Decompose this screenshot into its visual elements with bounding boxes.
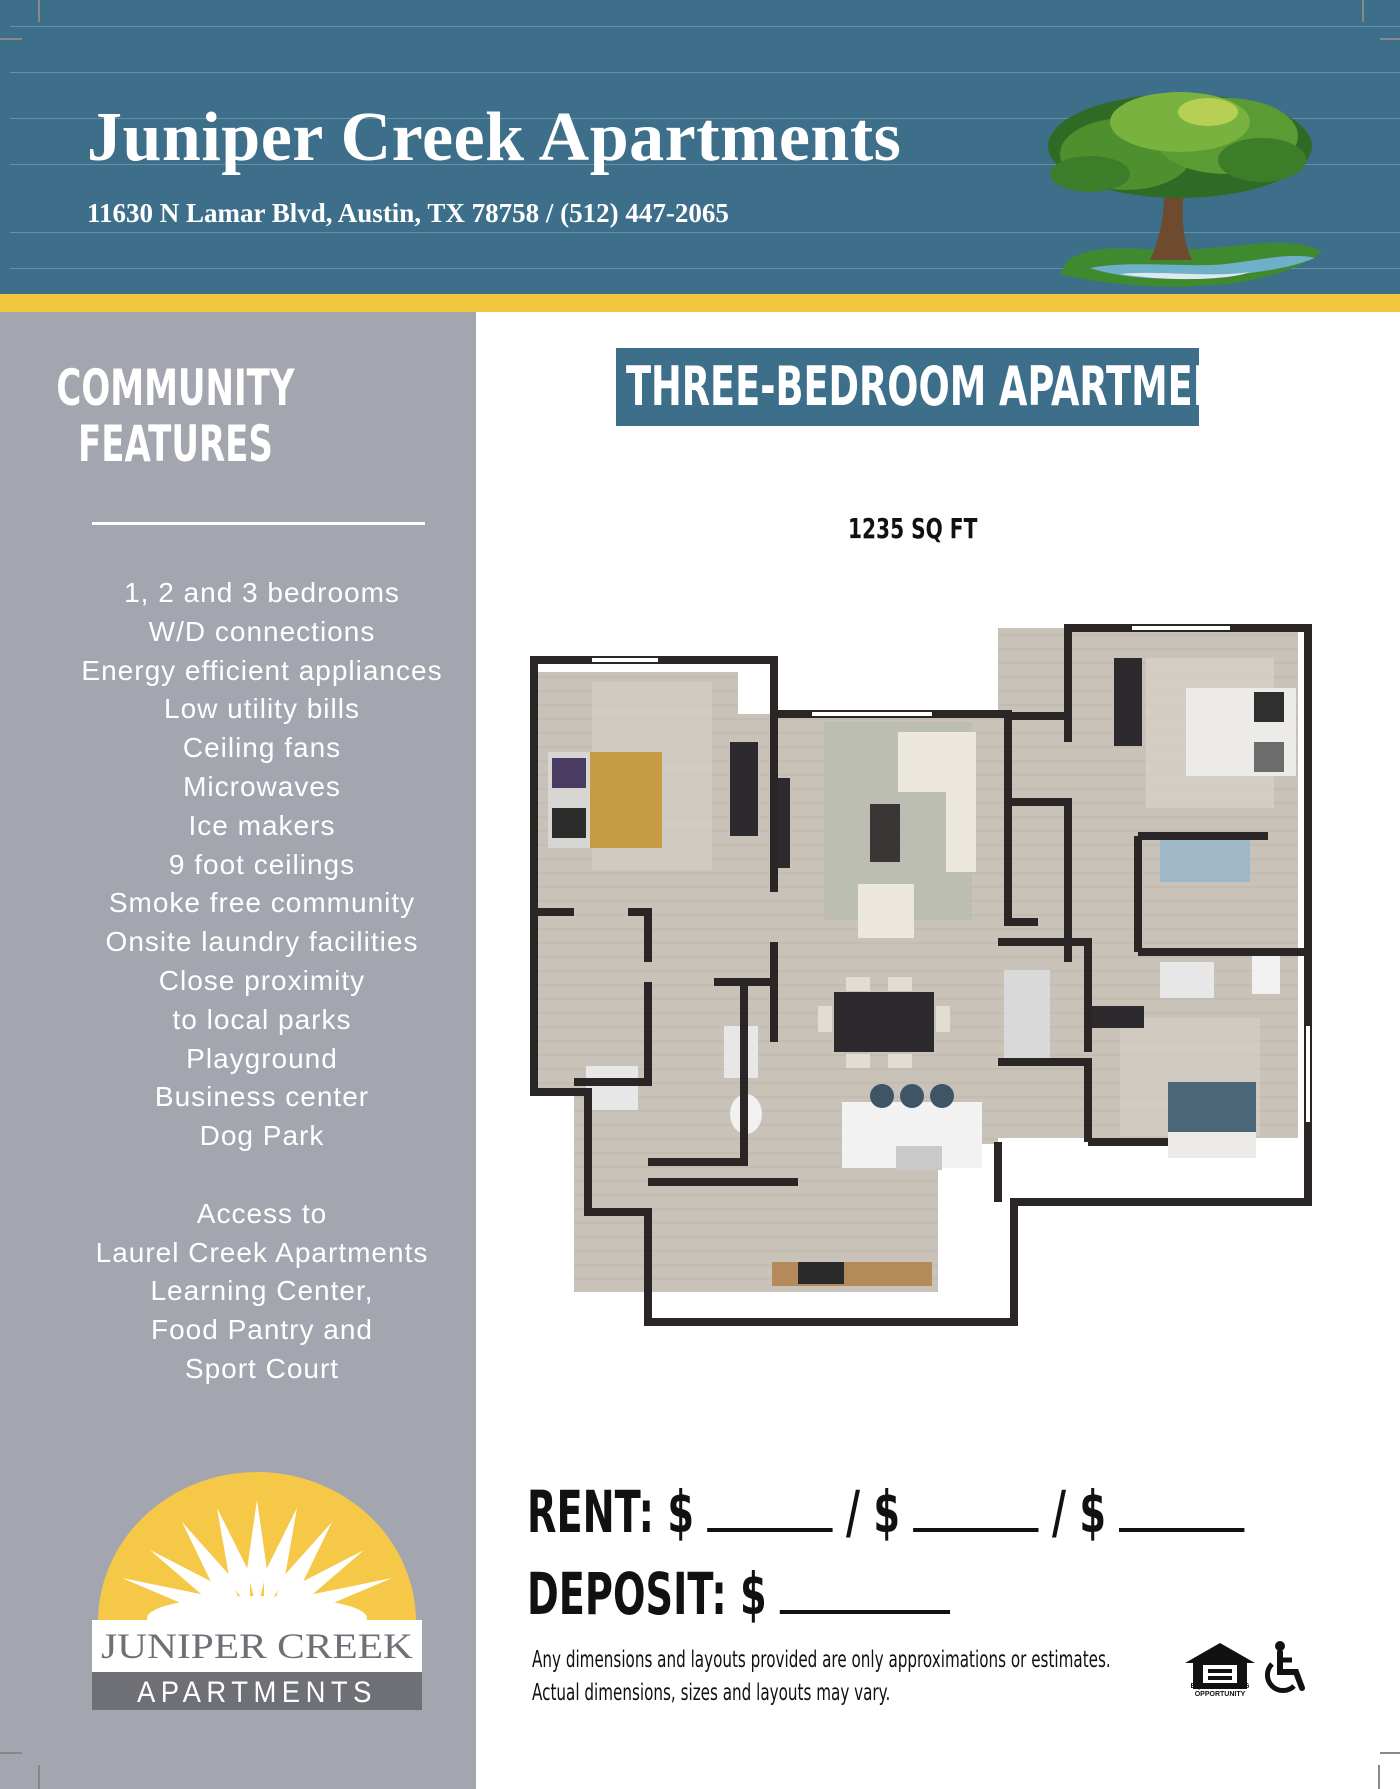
feature-item: Low utility bills (164, 693, 360, 725)
feature-item: Ceiling fans (182, 732, 342, 764)
feature-item: Ice makers (188, 809, 336, 841)
access-item: Learning Center, (150, 1275, 374, 1307)
equal-housing-text: EQUAL HOUSING OPPORTUNITY (1190, 1683, 1250, 1698)
unit-type-title: THREE-BEDROOM APARTMENTS (626, 355, 1275, 418)
feature-item: 1, 2 and 3 bedrooms (124, 577, 400, 608)
tree-icon (1030, 82, 1330, 304)
features-list (40, 574, 484, 1389)
page-title: Juniper Creek Apartments (87, 99, 902, 176)
feature-item: Onsite laundry facilities (105, 926, 419, 958)
feature-item: Dog Park (199, 1120, 325, 1152)
feature-item: Close proximity (158, 964, 366, 996)
rent-blank-3[interactable] (1119, 1524, 1244, 1532)
rent-separator: / $ (1052, 1478, 1106, 1546)
feature-item: W/D connections (148, 615, 376, 647)
rent-blank-2[interactable] (913, 1524, 1038, 1532)
feature-item: to local parks (172, 1003, 352, 1035)
disclaimer-line2: Actual dimensions, sizes and layouts may vary. (532, 1680, 891, 1706)
unit-type-banner (616, 348, 1275, 426)
feature-item: Microwaves (183, 770, 341, 802)
wheelchair-icon (1262, 1640, 1312, 1698)
rent-label: RENT: $ (527, 1478, 694, 1546)
floor-plan-image (528, 622, 1312, 1322)
access-item: Laurel Creek Apartments (95, 1236, 429, 1268)
access-item: Access to (196, 1197, 328, 1229)
sunburst-logo-icon (92, 1470, 422, 1710)
access-item: Food Pantry and (150, 1314, 374, 1346)
feature-item: Energy efficient appliances (81, 654, 443, 686)
feature-item: Smoke free community (108, 887, 416, 919)
rent-separator: / $ (846, 1478, 900, 1546)
deposit-label: DEPOSIT: $ (527, 1560, 767, 1628)
disclaimer (532, 1644, 1111, 1710)
logo-subtitle-text: APARTMENTS (137, 1676, 377, 1709)
deposit-blank[interactable] (780, 1606, 950, 1614)
square-footage: 1235 SQ FT (848, 512, 978, 545)
disclaimer-line1: Any dimensions and layouts provided are only approximations or estimates. (532, 1647, 1111, 1673)
logo-name-text: JUNIPER CREEK (101, 1626, 413, 1666)
deposit-line (527, 1560, 950, 1628)
sidebar-heading-line2: FEATURES (78, 415, 273, 473)
rent-line (527, 1478, 1245, 1546)
feature-item: Playground (186, 1042, 338, 1074)
feature-item: 9 foot ceilings (168, 848, 356, 880)
sidebar-divider (92, 522, 425, 525)
feature-item: Business center (154, 1081, 370, 1113)
rent-blank-1[interactable] (707, 1524, 832, 1532)
address-line: 11630 N Lamar Blvd, Austin, TX 78758 / (512) 447-2065 (87, 198, 729, 228)
sidebar-heading-line1: COMMUNITY (56, 359, 295, 417)
access-item: Sport Court (184, 1352, 340, 1384)
